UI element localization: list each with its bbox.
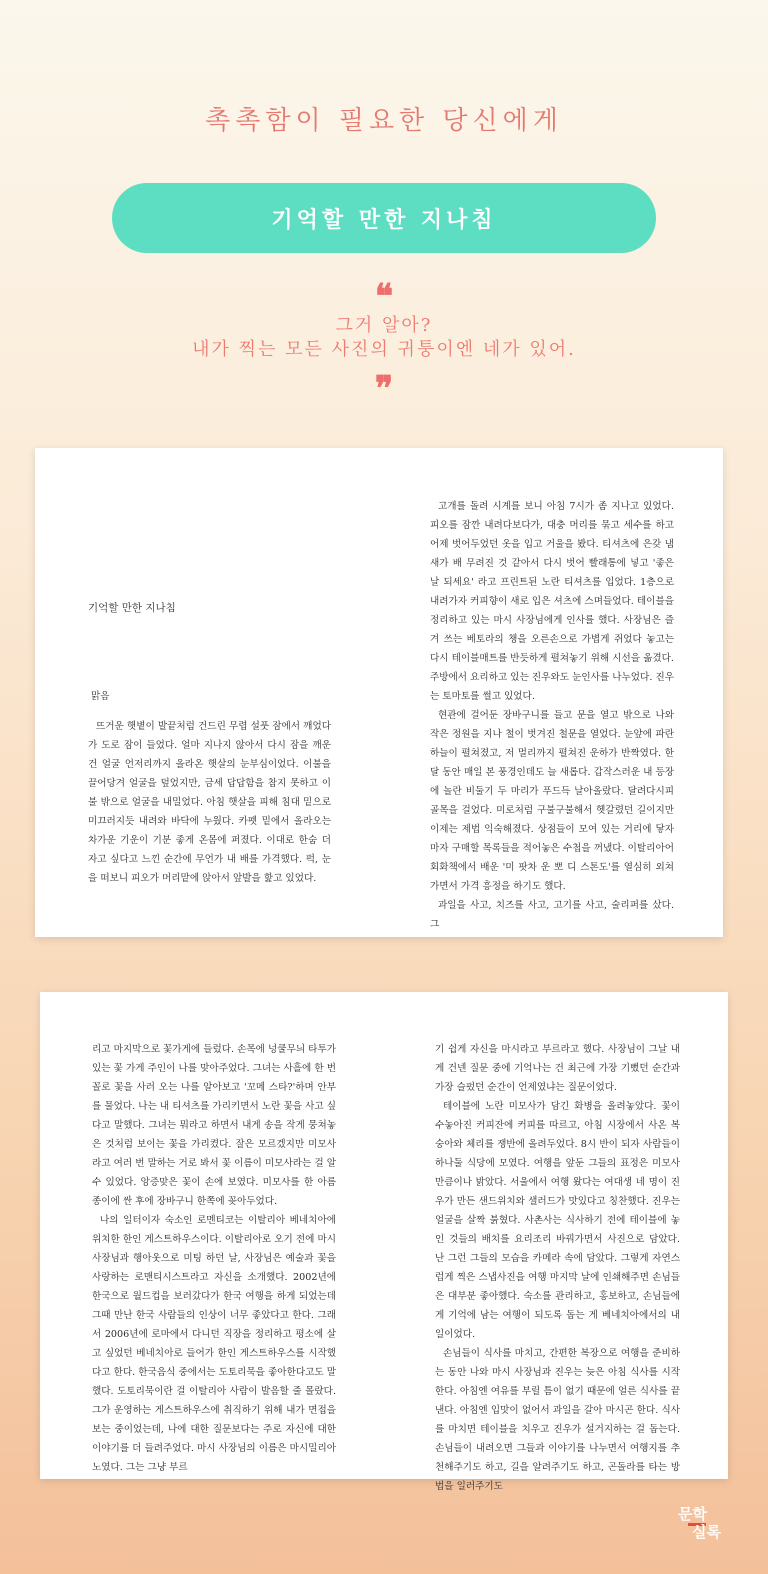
paragraph: 고개를 돌려 시계를 보니 아침 7시가 좀 지나고 있었다. 피오를 잠깐 내려다보다가, 대충 머리를 묶고 세수를 하고 어제 벗어두었던 옷을 입고 거울을 봤다. 티셔츠에 은갖 냄새가 배 무려진 것 같아서 다시 벗어 빨래통에 넣고 '좋은 날 되세요' 라고 프린트된 노란 티셔츠를 입었다. 1층으로 내려가자 커피향이 새로 입은 셔츠에 스며들었다. 테이블을 정리하고 있는 마시 사장님에게 인사를 했다. 사장님은 즐겨 쓰는 베토라의 챙을 오른손으로 가볍게 쥐었다 놓고는 다시 테이블매트를 반듯하게 펼쳐놓기 위해 시선을 옮겼다. 주방에서 요리하고 있는 진우와도 눈인사를 나누었다. 진우는 토마토를 썰고 있었다. bbox=[430, 501, 674, 702]
paragraph: 나의 일터이자 숙소인 로멘티코는 이탈리아 베네치아에 위치한 한인 게스트하우스이다. 이탈리아로 오기 전에 마시 사장님과 행아웃으로 미팅 하던 날, 사장님은 예술과 꽃을 사랑하는 로맨티시스트라고 자신을 소개했다. 2002년에 한국으로 월드컵을 보러갔다가 한국 여행을 하게 되었는데 그때 만난 한국 사람들의 인상이 너무 좋았다고 한다. 그래서 2006년에 로마에서 다니던 직장을 정리하고 평소에 살고 싶었던 베네치아로 들어가 한인 게스트하우스를 시작했다고 한다. 한국음식 중에서는 도토리묵을 좋아한다고도 말했다. 도토리묵이란 걸 이탈리아 사람이 발음할 줄 몰랐다. 그가 운영하는 게스트하우스에 취직하기 위해 내가 면접을 보는 중이었는데, 나에 대한 질문보다는 주로 자신에 대한 이야기를 더 들려주었다. 마시 사장님의 이름은 마시밀리아노였다. 그는 그냥 부르 bbox=[92, 1215, 336, 1473]
page1-right-column bbox=[430, 497, 674, 934]
title-pill: 기억할 만한 지나침 bbox=[112, 183, 656, 253]
paragraph: 과일을 사고, 치즈를 사고, 고기를 사고, 술리퍼를 샀다. 그 bbox=[430, 900, 674, 930]
brand-logo bbox=[678, 1506, 724, 1544]
page1-left-column bbox=[88, 717, 331, 888]
quote-text bbox=[0, 314, 768, 362]
paragraph: 손님들이 식사를 마치고, 간편한 복장으로 여행을 준비하는 동안 나와 마시 사장님과 진우는 늦은 아침 식사를 시작한다. 아침엔 여유를 부릴 틈이 없기 때문에 얼른 식사를 끝낸다. 아침엔 입맛이 없어서 과일을 갈아 마시곤 한다. 식사를 마치면 테이블을 치우고 진우가 설거지하는 걸 돕는다. 손님들이 내려오면 그들과 이야기를 나누면서 여행지를 추천해주기도 하고, 길을 알려주기도 하고, 곤돌라를 타는 방법을 일러주기도 bbox=[435, 1348, 680, 1492]
paragraph: 뜨거운 햇볕이 발끝처럼 건드린 무렵 설풋 잠에서 깨었다가 도로 잠이 들었다. 얼마 지나지 않아서 다시 잠을 깨운 건 얼굴 언저리까지 올라온 햇살의 눈부심이었다. 이불을 끌어당겨 얼굴을 덮었지만, 금세 답답함을 참지 못하고 이불 밖으로 얼굴을 내밀었다. 아침 햇살을 피해 침대 밑으로 미끄러지듯 내려와 바닥에 누웠다. 카펫 밑에서 올라오는 차가운 기운이 기분 좋게 온몸에 퍼졌다. 이대로 한숨 더 자고 싶다고 느낀 순간에 무언가 내 배를 가격했다. 퍽, 눈을 떠보니 피오가 머리맡에 앉아서 앞발을 핥고 있었다. bbox=[88, 721, 331, 884]
quote-line-1: 그거 알아? bbox=[335, 315, 433, 336]
page2-left-column bbox=[92, 1040, 336, 1477]
logo-line-2: 실록 bbox=[692, 1523, 721, 1541]
logo-line-1: 문학 bbox=[678, 1505, 707, 1523]
open-quote-icon: ❝ bbox=[374, 277, 394, 317]
paragraph: 기 쉽게 자신을 마시라고 부르라고 했다. 사장님이 그날 내게 건넨 질문 중에 기억나는 건 최근에 가장 기뻤던 순간과 가장 슬펐던 순간이 언제였냐는 질문이었다. bbox=[435, 1044, 680, 1093]
page-heading: 촉촉함이 필요한 당신에게 bbox=[205, 106, 563, 136]
paragraph: 현관에 걸어둔 장바구니를 들고 문을 열고 밖으로 나와 작은 정원을 지나 철이 벗겨진 철문을 열었다. 눈앞에 파란 하늘이 펼쳐졌고, 저 멀리까지 펼쳐진 운하가 반짝였다. 한 달 동안 매일 본 풍경인데도 늘 새롭다. 갑작스러운 내 등장에 놀란 비둘기 두 마리가 푸드득 날아올랐다. 달려다시피 골목을 걸었다. 미로처럼 구불구불해서 헷갈렸던 길이지만 이제는 제법 익숙해졌다. 상점들이 모여 있는 거리에 닿자마자 구매할 목록들을 적어놓은 수첩을 꺼냈다. 이탈리아어 회화책에서 배운 '미 팟차 운 뽀 디 스톤도'를 열심히 외쳐가면서 가격 흥정을 하기도 했다. bbox=[430, 710, 674, 892]
close-quote-icon: ❞ bbox=[374, 369, 394, 409]
quote-line-2: 내가 찍는 모든 사진의 귀퉁이엔 네가 있어. bbox=[192, 339, 576, 360]
page2-right-column bbox=[435, 1040, 680, 1496]
paragraph: 리고 마지막으로 꽃가게에 들렀다. 손목에 넝쿨무늬 타투가 있는 꽃 가게 주인이 나를 맞아주었다. 그녀는 사흘에 한 번 꼴로 꽃을 사러 오는 나를 알아보고 '꼬메 스타?'하며 안부를 물었다. 나는 내 티셔츠를 가리키면서 노란 꽃을 사고 싶다고 말했다. 그녀는 뭐라고 하면서 내게 송을 작게 뭉쳐놓은 것처럼 보이는 꽃을 가리켰다. 잘은 모르겠지만 미모사라고 여러 번 말하는 거로 봐서 꽃 이름이 미모사라는 걸 알 수 있었다. 앙증맞은 꽃이 손에 보였다. 미모사를 한 아름 종이에 싼 후에 장바구니 한쪽에 꽂아두었다. bbox=[92, 1044, 336, 1207]
book-title: 기억할 만한 지나침 bbox=[88, 602, 176, 614]
paragraph: 테이블에 노란 미모사가 담긴 화병을 올려놓았다. 꽃이 수놓아진 커피잔에 커피를 따르고, 아침 시장에서 사온 복숭아와 체리를 쟁반에 올려두었다. 8시 반이 되자 사람들이 하나둘 식당에 모였다. 여행을 앞둔 그들의 표정은 미모사만큼이나 밝았다. 서울에서 여행 왔다는 여대생 네 명이 진우가 만든 샌드위치와 샐러드가 맛있다고 칭찬했다. 진우는 얼굴을 살짝 붉혔다. 사촌사는 식사하기 전에 테이블에 놓인 것들의 배치를 요리조리 바꿔가면서 사진으로 담았다. 난 그런 그들의 모습을 카메라 속에 담았다. 그렇게 자연스럽게 찍은 스냅사진을 여행 마지막 날에 인쇄해주면 손님들은 대부분 좋아했다. 숙소를 관리하고, 홍보하고, 손님들에게 기억에 남는 여행이 되도록 돕는 게 베네치아에서의 내 일이었다. bbox=[435, 1101, 680, 1340]
chapter-title: 맑음 bbox=[91, 691, 110, 702]
